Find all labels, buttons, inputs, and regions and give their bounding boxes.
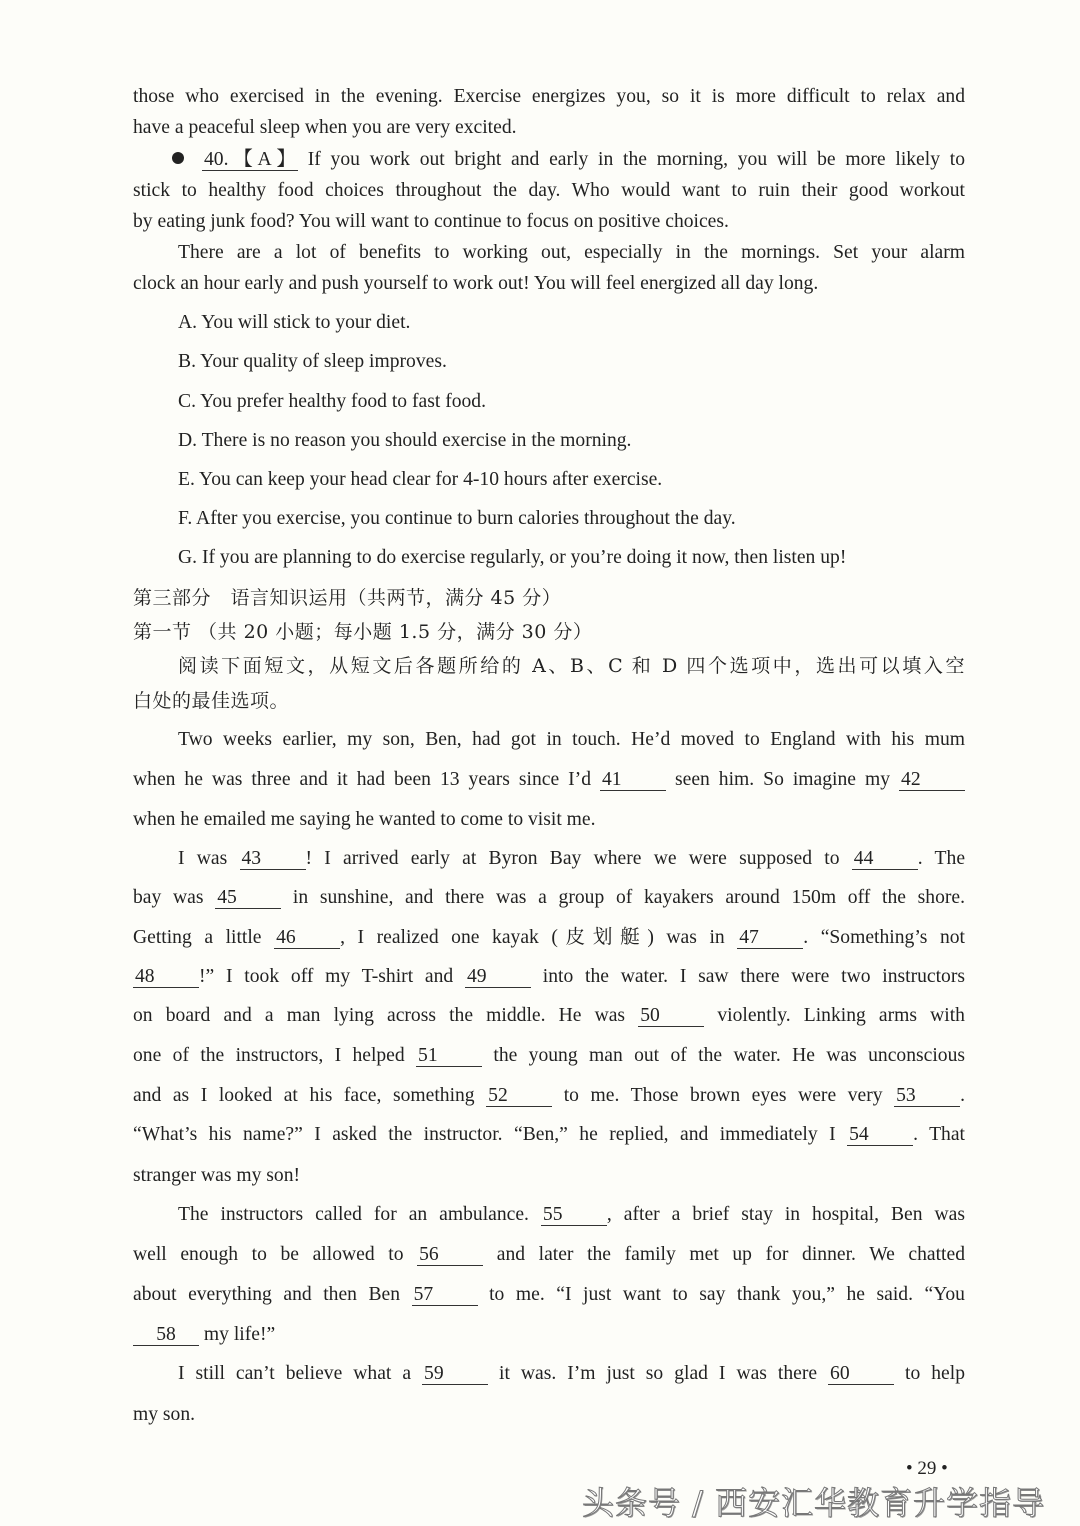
blank-50: 50 (638, 1006, 704, 1027)
text-segment: 白处的最佳选项。 (133, 690, 290, 712)
blank-60: 60 (828, 1364, 894, 1385)
text-segment: , after a brief stay in hospital, Ben was (606, 1204, 965, 1225)
text-segment: violently. Linking arms with (704, 1005, 965, 1026)
text-line (178, 1362, 965, 1386)
text-line (133, 85, 965, 109)
text-line (133, 1084, 965, 1108)
text-segment: to help (894, 1363, 965, 1384)
text-line (133, 965, 965, 989)
blank-42: 42 (899, 770, 965, 791)
text-segment: . That (913, 1124, 965, 1145)
blank-56: 56 (417, 1245, 483, 1266)
text-line (178, 728, 965, 752)
blank-52: 52 (486, 1086, 552, 1107)
blank-55: 55 (541, 1205, 607, 1226)
text-segment: 阅读下面短文，从短文后各题所给的 A、B、C 和 D 四个选项中，选出可以填入空 (178, 655, 965, 677)
blank-48: 48 (133, 967, 199, 988)
text-line (133, 689, 965, 713)
text-line (133, 1123, 965, 1147)
text-segment: Two weeks earlier, my son, Ben, had got in touch. He’d moved to England with his mum (178, 729, 965, 750)
text-segment: about everything and then Ben (133, 1284, 412, 1305)
blank-57: 57 (412, 1285, 478, 1306)
text-segment: If you work out bright and early in the morning, you will be more likely to (298, 149, 965, 170)
text-segment: E. You can keep your head clear for 4-10 hours after exercise. (178, 469, 663, 490)
text-segment: and as I looked at his face, something (133, 1085, 487, 1106)
text-segment: ! I arrived early at Byron Bay where we were supposed to (305, 848, 852, 869)
text-line (133, 768, 965, 792)
answer-label: 40.【A】 (204, 149, 296, 170)
text-line (178, 847, 965, 871)
text-segment: F. After you exercise, you continue to burn calories throughout the day. (178, 508, 736, 529)
text-line (178, 468, 965, 492)
text-line (178, 507, 965, 531)
text-line (133, 1323, 965, 1347)
text-segment: . The (917, 848, 966, 869)
text-segment: clock an hour early and push yourself to work out! You will feel energized all day long. (133, 273, 819, 294)
text-segment: . (960, 1085, 965, 1106)
text-line (133, 210, 965, 234)
text-line (133, 1004, 965, 1028)
blank-47: 47 (737, 928, 803, 949)
text-line (133, 886, 965, 910)
text-segment: into the water. I saw there were two instructors (530, 966, 965, 987)
blank-53: 53 (894, 1086, 960, 1107)
text-segment: stick to healthy food choices throughout the day. Who would want to ruin their good workout (133, 180, 965, 201)
text-segment: to me. Those brown eyes were very (552, 1085, 895, 1106)
text-segment: my son. (133, 1404, 196, 1425)
text-line (133, 179, 965, 203)
blank-41: 41 (600, 770, 666, 791)
text-line (178, 429, 965, 453)
text-segment: bay was (133, 887, 216, 908)
text-line (178, 390, 965, 414)
text-line (133, 116, 965, 140)
text-segment: and later the family met up for dinner. We chatted (483, 1244, 965, 1265)
blank-51: 51 (416, 1046, 482, 1067)
text-segment: when he emailed me saying he wanted to come to visit me. (133, 809, 596, 830)
text-segment: I was (178, 848, 240, 869)
text-line (133, 1164, 965, 1188)
text-segment: have a peaceful sleep when you are very excited. (133, 117, 517, 138)
text-line (133, 272, 965, 296)
text-line (178, 311, 965, 335)
text-line (133, 1044, 965, 1068)
text-segment: on board and a man lying across the middle. He was (133, 1005, 639, 1026)
text-segment: . “Something’s not (803, 927, 965, 948)
text-segment: , I realized one kayak (皮划艇) was in (340, 927, 738, 948)
text-line (133, 586, 965, 610)
blank-58: 58 (133, 1325, 199, 1346)
text-line (133, 808, 965, 832)
text-segment: stranger was my son! (133, 1165, 301, 1186)
blank-43: 43 (240, 849, 306, 870)
text-segment: D. There is no reason you should exercise in the morning. (178, 430, 632, 451)
text-line (178, 350, 965, 374)
blank-46: 46 (274, 928, 340, 949)
text-segment: “What’s his name?” I asked the instructor. “Ben,” he replied, and immediately I (133, 1124, 848, 1145)
text-line (178, 546, 965, 570)
text-segment: !” I took off my T-shirt and (199, 966, 465, 987)
text-line (178, 241, 965, 265)
text-segment: to me. “I just want to say thank you,” he said. “You (477, 1284, 965, 1305)
text-segment: There are a lot of benefits to working out, especially in the mornings. Set your alarm (178, 242, 965, 263)
blank-45: 45 (215, 888, 281, 909)
text-line (172, 148, 965, 172)
blank-49: 49 (465, 967, 531, 988)
text-line (133, 1403, 965, 1427)
bullet-icon (172, 152, 184, 164)
text-segment: in sunshine, and there was a group of kayakers around 150m off the shore. (281, 887, 966, 908)
text-segment: one of the instructors, I helped (133, 1045, 417, 1066)
blank-44: 44 (852, 849, 918, 870)
text-segment: C. You prefer healthy food to fast food. (178, 391, 487, 412)
text-segment: G. If you are planning to do exercise regularly, or you’re doing it now, then listen up! (178, 547, 847, 568)
text-segment: 第三部分 语言知识运用（共两节，满分 45 分） (133, 587, 562, 609)
watermark: 头条号 / 西安汇华教育升学指导 (582, 1484, 1046, 1522)
blank-59: 59 (422, 1364, 488, 1385)
text-line (133, 1243, 965, 1267)
page-number: • 29 • (906, 1458, 948, 1479)
text-line (133, 1283, 965, 1307)
text-line (178, 654, 965, 678)
text-segment: 第一节 （共 20 小题；每小题 1.5 分，满分 30 分） (133, 621, 593, 643)
text-segment: I still can’t believe what a (178, 1363, 423, 1384)
text-segment: The instructors called for an ambulance. (178, 1204, 541, 1225)
blank-54: 54 (847, 1125, 913, 1146)
text-segment: those who exercised in the evening. Exercise energizes you, so it is more difficult to relax and (133, 86, 965, 107)
text-segment: A. You will stick to your diet. (178, 312, 411, 333)
text-segment: when he was three and it had been 13 years since I’d (133, 769, 600, 790)
text-line (133, 926, 965, 950)
text-segment: Getting a little (133, 927, 275, 948)
text-segment: by eating junk food? You will want to continue to focus on positive choices. (133, 211, 729, 232)
text-line (133, 620, 965, 644)
text-line (178, 1203, 965, 1227)
text-segment: my life!” (199, 1324, 276, 1345)
text-segment: B. Your quality of sleep improves. (178, 351, 447, 372)
text-segment: the young man out of the water. He was unconscious (482, 1045, 966, 1066)
text-segment: seen him. So imagine my (666, 769, 900, 790)
text-segment: it was. I’m just so glad I was there (488, 1363, 829, 1384)
text-segment: well enough to be allowed to (133, 1244, 418, 1265)
